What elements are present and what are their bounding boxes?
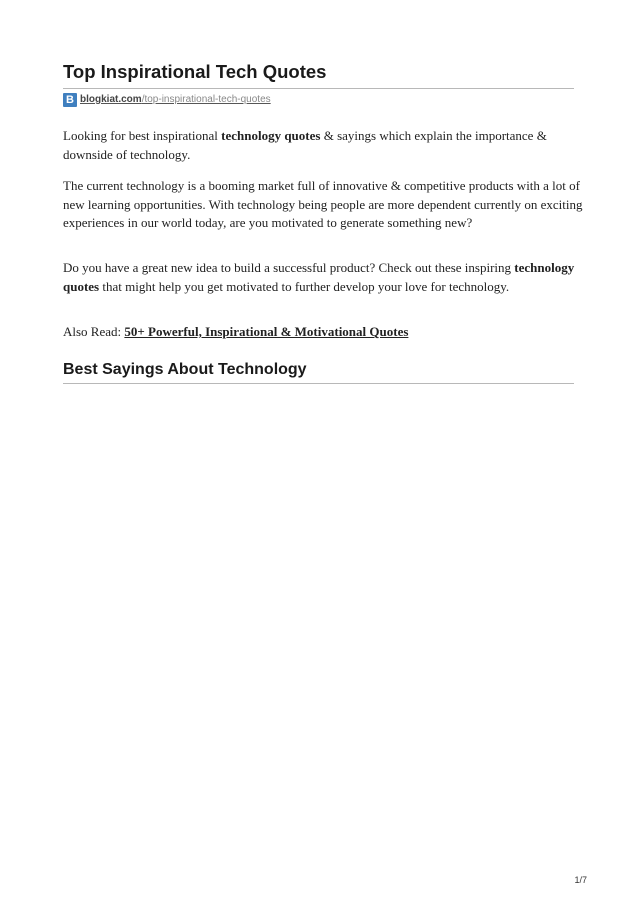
intro-paragraph xyxy=(63,127,583,164)
source-url-link[interactable] xyxy=(80,94,271,105)
new-idea-bold-keyword: technology quotes xyxy=(63,260,575,294)
intro-text-end: & sayings which explain the importance & downside of technology. xyxy=(63,128,547,162)
blog-logo-icon: B xyxy=(63,93,77,107)
source-domain: blogkiat.com xyxy=(80,94,142,105)
section-divider xyxy=(63,383,574,384)
intro-text-start: Looking for best inspirational xyxy=(63,128,222,143)
new-idea-text-start: Do you have a great new idea to build a successful product? Check out these inspiring xyxy=(63,260,515,275)
page-title: Top Inspirational Tech Quotes xyxy=(63,61,327,82)
source-path: /top-inspirational-tech-quotes xyxy=(141,94,271,105)
page-number: 1/7 xyxy=(574,875,587,885)
section-heading: Best Sayings About Technology xyxy=(63,361,307,378)
title-divider xyxy=(63,88,574,89)
also-read-link[interactable]: 50+ Powerful, Inspirational & Motivational Quotes xyxy=(124,324,409,339)
also-read-label: Also Read: xyxy=(63,324,125,339)
new-idea-text-end: that might help you get motivated to further develop your love for technology. xyxy=(99,278,510,294)
intro-bold-keyword: technology quotes xyxy=(221,128,321,143)
new-idea-paragraph xyxy=(63,259,583,296)
technology-market-paragraph: The current technology is a booming market full of innovative & competitive products with a lot of new learning opportunities. With technology being people are more dependent currently on exciting experiences in our world today, are you motivated to generate something new? xyxy=(63,178,583,230)
also-read-line xyxy=(63,323,583,342)
source-line xyxy=(63,92,271,107)
